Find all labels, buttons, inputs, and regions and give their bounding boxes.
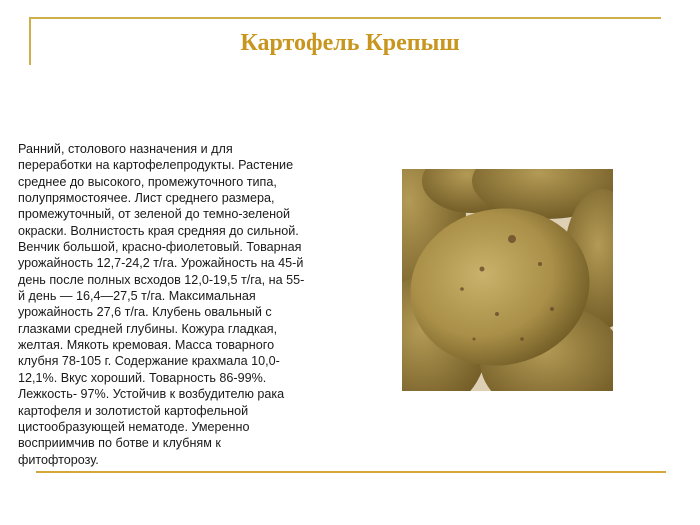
description-line: 12,1%. Вкус хороший. Товарность 86-99%. (18, 370, 267, 385)
description-line: день после полных всходов 12,0-19,5 т/га, на 55- (18, 272, 305, 287)
description-line: Ранний, столового назначения и для (18, 142, 233, 156)
description-line: Венчик большой, красно-фиолетовый. Товарная (18, 240, 302, 255)
description-line: Лежкость- 97%. Устойчив к возбудителю рака (18, 387, 285, 402)
description-line: среднее до высокого, промежуточного типа, (18, 174, 277, 189)
description-line: окраски. Волнистость края средняя до сильной. (18, 223, 299, 238)
description-line: переработки на картофелепродукты. Растение (18, 158, 294, 173)
bottom-divider-line (36, 471, 666, 473)
variety-description (18, 141, 338, 468)
description-line: клубня 78-105 г. Содержание крахмала 10,0- (18, 354, 280, 369)
description-line: промежуточный, от зеленой до темно-зеленой (18, 207, 291, 222)
slide-title: Картофель Крепыш (240, 30, 460, 56)
description-line: глазками средней глубины. Кожура гладкая, (18, 321, 278, 336)
title-frame-top-line (29, 17, 661, 19)
description-line: цистообразующей нематоде. Умеренно (18, 419, 250, 434)
description-line: картофеля и золотистой картофельной (18, 403, 249, 418)
description-line: урожайность 27,6 т/га. Клубень овальный с (18, 305, 272, 320)
description-line: й день — 16,4—27,5 т/га. Максимальная (18, 289, 256, 304)
description-line: фитофторозу. (18, 452, 99, 467)
description-line: урожайность 12,7-24,2 т/га. Урожайность на 45-й (18, 256, 304, 271)
description-line: восприимчив по ботве и клубням к (18, 436, 221, 451)
description-line: полупрямостоячее. Лист среднего размера, (18, 191, 275, 206)
description-line: желтая. Мякоть кремовая. Масса товарного (18, 338, 275, 353)
potato-photo (402, 169, 613, 391)
